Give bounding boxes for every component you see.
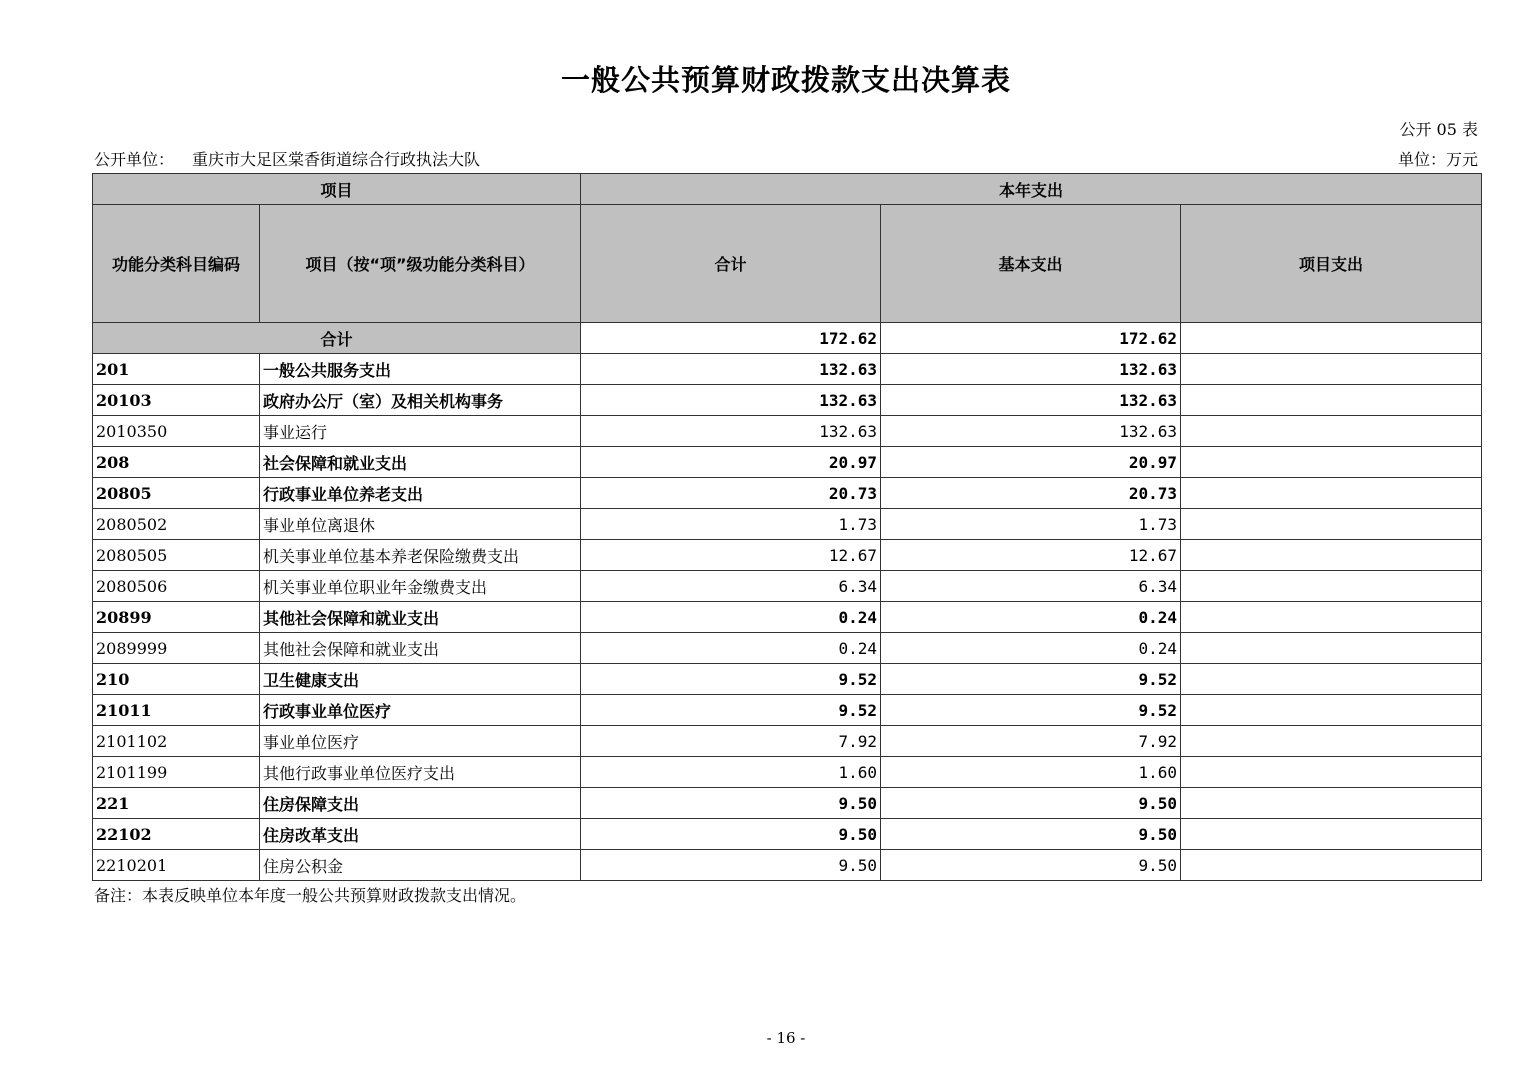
row-name: 其他行政事业单位医疗支出 [260,757,581,788]
total-row [93,323,1482,354]
row-basic: 132.63 [881,354,1181,385]
row-total: 9.50 [581,819,881,850]
row-project [1181,571,1482,602]
row-code: 22102 [93,819,260,850]
table-row [93,726,1482,757]
header-total: 合计 [581,205,881,323]
header-row-columns [93,205,1482,323]
table-row [93,478,1482,509]
header-basic: 基本支出 [881,205,1181,323]
total-total: 172.62 [581,323,881,354]
row-total: 20.97 [581,447,881,478]
row-total: 20.73 [581,478,881,509]
row-project [1181,416,1482,447]
row-basic: 6.34 [881,571,1181,602]
row-project [1181,788,1482,819]
row-basic: 9.52 [881,664,1181,695]
row-project [1181,664,1482,695]
total-label: 合计 [93,323,581,354]
expenditure-table [92,173,1482,881]
row-code: 2080502 [93,509,260,540]
header-row-group [93,174,1482,205]
row-project [1181,757,1482,788]
header-code: 功能分类科目编码 [93,205,260,323]
row-code: 208 [93,447,260,478]
money-unit: 单位：万元 [1397,150,1478,169]
row-basic: 1.60 [881,757,1181,788]
table-row [93,571,1482,602]
row-project [1181,602,1482,633]
row-basic: 9.50 [881,819,1181,850]
unit-info [94,147,1478,169]
row-project [1181,540,1482,571]
row-total: 9.50 [581,850,881,881]
table-row [93,540,1482,571]
row-code: 221 [93,788,260,819]
table-row [93,788,1482,819]
row-basic: 0.24 [881,602,1181,633]
row-code: 21011 [93,695,260,726]
org-info [94,147,480,170]
row-name: 行政事业单位养老支出 [260,478,581,509]
row-total: 12.67 [581,540,881,571]
row-total: 0.24 [581,633,881,664]
row-total: 132.63 [581,354,881,385]
row-basic: 1.73 [881,509,1181,540]
row-basic: 12.67 [881,540,1181,571]
table-row [93,447,1482,478]
page-title: 一般公共预算财政拨款支出决算表 [560,63,1011,97]
row-name: 事业运行 [260,416,581,447]
header-item-group: 项目 [93,174,581,205]
row-basic: 0.24 [881,633,1181,664]
row-project [1181,726,1482,757]
page-number: - 16 - [766,1029,806,1047]
row-total: 1.73 [581,509,881,540]
row-basic: 132.63 [881,385,1181,416]
table-row [93,664,1482,695]
row-total: 9.52 [581,664,881,695]
row-name: 社会保障和就业支出 [260,447,581,478]
row-name: 其他社会保障和就业支出 [260,602,581,633]
row-total: 1.60 [581,757,881,788]
table-row [93,695,1482,726]
row-project [1181,509,1482,540]
row-basic: 20.97 [881,447,1181,478]
row-code: 20899 [93,602,260,633]
row-project [1181,385,1482,416]
row-basic: 7.92 [881,726,1181,757]
total-project [1181,323,1482,354]
row-name: 政府办公厅（室）及相关机构事务 [260,385,581,416]
row-code: 201 [93,354,260,385]
table-row [93,509,1482,540]
row-name: 机关事业单位基本养老保险缴费支出 [260,540,581,571]
header-spend-group: 本年支出 [581,174,1482,205]
row-project [1181,695,1482,726]
row-name: 事业单位医疗 [260,726,581,757]
table-row [93,354,1482,385]
row-total: 0.24 [581,602,881,633]
row-code: 2080505 [93,540,260,571]
row-total: 9.50 [581,788,881,819]
row-code: 2101199 [93,757,260,788]
row-basic: 132.63 [881,416,1181,447]
row-total: 132.63 [581,385,881,416]
table-row [93,757,1482,788]
table-row [93,819,1482,850]
row-code: 2101102 [93,726,260,757]
row-basic: 20.73 [881,478,1181,509]
row-project [1181,819,1482,850]
row-name: 一般公共服务支出 [260,354,581,385]
org-name: 重庆市大足区棠香街道综合行政执法大队 [192,150,481,169]
row-code: 2210201 [93,850,260,881]
row-code: 210 [93,664,260,695]
row-total: 9.52 [581,695,881,726]
row-total: 6.34 [581,571,881,602]
row-name: 事业单位离退休 [260,509,581,540]
row-basic: 9.50 [881,850,1181,881]
row-code: 2080506 [93,571,260,602]
row-name: 其他社会保障和就业支出 [260,633,581,664]
table-row [93,602,1482,633]
org-label: 公开单位： [94,150,175,169]
row-name: 住房公积金 [260,850,581,881]
form-number: 公开 05 表 [1399,120,1478,139]
total-basic: 172.62 [881,323,1181,354]
row-project [1181,633,1482,664]
table-row [93,633,1482,664]
table-row [93,850,1482,881]
table-row [93,385,1482,416]
row-basic: 9.52 [881,695,1181,726]
header-project: 项目支出 [1181,205,1482,323]
row-name: 住房保障支出 [260,788,581,819]
row-project [1181,850,1482,881]
row-code: 2089999 [93,633,260,664]
row-code: 20805 [93,478,260,509]
row-project [1181,478,1482,509]
row-code: 2010350 [93,416,260,447]
row-total: 7.92 [581,726,881,757]
row-project [1181,354,1482,385]
row-name: 卫生健康支出 [260,664,581,695]
row-name: 机关事业单位职业年金缴费支出 [260,571,581,602]
row-project [1181,447,1482,478]
header-name: 项目（按“项”级功能分类科目） [260,205,581,323]
row-code: 20103 [93,385,260,416]
row-total: 132.63 [581,416,881,447]
row-name: 行政事业单位医疗 [260,695,581,726]
row-name: 住房改革支出 [260,819,581,850]
table-note: 备注：本表反映单位本年度一般公共预算财政拨款支出情况。 [94,886,527,905]
row-basic: 9.50 [881,788,1181,819]
table-row [93,416,1482,447]
